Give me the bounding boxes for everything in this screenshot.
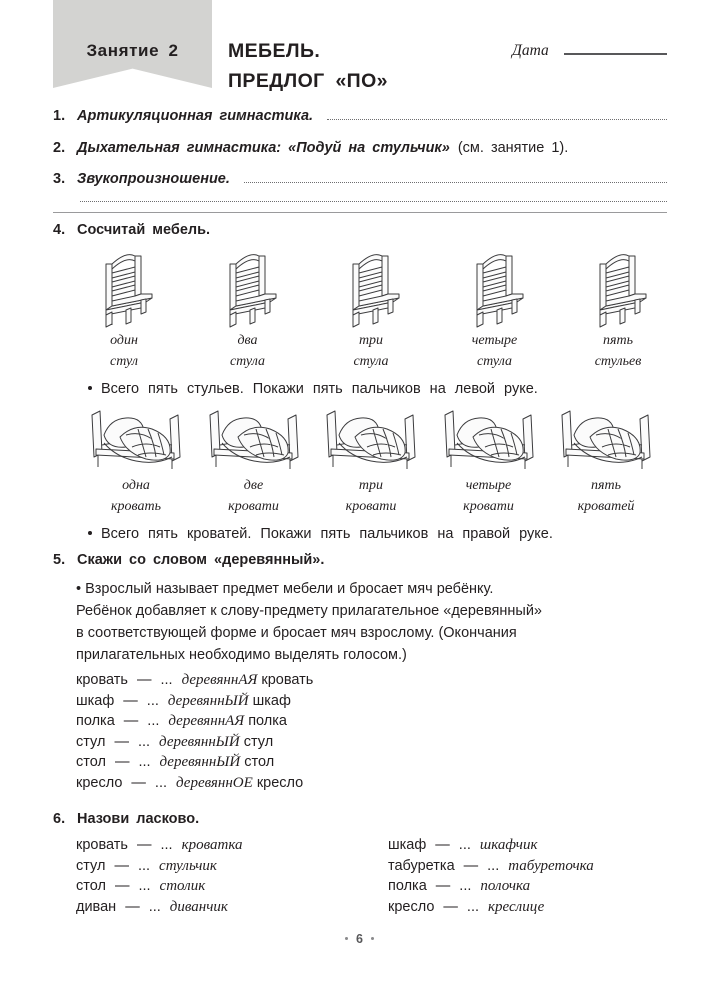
task-5-pair-3-dots: ... [147, 713, 160, 729]
task-3-write-line-2[interactable] [80, 200, 667, 202]
task-6 [53, 811, 667, 827]
bed-caption-1-line1: одна [122, 478, 150, 493]
bed-caption-2-line2: кровати [228, 499, 279, 514]
chair-caption-1-line1: один [110, 333, 138, 348]
chairs-bullet-note [88, 381, 538, 397]
chair-caption-4-line1: четыре [471, 333, 518, 348]
bed-caption-4 [463, 475, 514, 517]
task-5-pair-5-dash: — [114, 754, 130, 770]
task-5-pair-4-answer: деревяннЫЙ [159, 733, 240, 750]
page-header [0, 0, 719, 100]
task-2-number: 2. [53, 140, 66, 156]
task-6-title: Назови ласково. [77, 811, 200, 827]
task-5-pair-4 [76, 732, 406, 753]
task-5-pair-2-dots: ... [146, 692, 159, 709]
task-5 [53, 552, 667, 568]
task-6-right-pair-2 [388, 856, 688, 877]
footer-dot-left-icon [345, 937, 348, 940]
chair-caption-2-line2: стула [229, 354, 266, 369]
bed-caption-3-line1: три [358, 478, 384, 493]
task-2-reference: (см. занятие 1). [457, 140, 569, 156]
task-1 [53, 108, 667, 124]
task-5-pair-3 [76, 711, 406, 732]
bed-caption-3-line2: кровати [345, 499, 397, 514]
task-6-left-pair-1-word: кровать [76, 837, 128, 853]
chair-caption-5 [595, 330, 642, 372]
task-5-pair-1-answer: деревяннАЯ [181, 672, 258, 688]
task-6-left-pair-1-dash: — [136, 837, 152, 853]
bed-icon [321, 405, 421, 475]
task-6-right-pair-1-answer: шкафчик [479, 837, 538, 853]
date-field[interactable] [512, 42, 667, 60]
task-5-pair-6-dash: — [131, 774, 146, 791]
chair-caption-5-line1: пять [603, 333, 633, 348]
task-6-left-pair-4-word: диван [76, 898, 117, 915]
task-6-right-column [388, 835, 688, 917]
bed-icon [86, 405, 186, 475]
task-6-right-pair-1-word: шкаф [388, 837, 427, 853]
task-5-pair-2-noun: шкаф [252, 692, 291, 709]
task-5-instructions-line-1: • Взрослый называет предмет мебели и бросает мяч ребёнку. [76, 581, 494, 597]
task-6-left-pair-1-answer: кроватка [181, 837, 243, 853]
task-4-number: 4. [53, 222, 66, 238]
task-5-pair-1-noun: кровать [261, 672, 314, 688]
task-5-pair-4-word: стул [76, 733, 106, 750]
task-6-right-pair-2-word: табуретка [388, 857, 455, 874]
task-1-write-line[interactable] [327, 118, 667, 120]
task-5-pair-3-answer: деревяннАЯ [168, 713, 245, 729]
task-5-pair-6-noun: кресло [256, 774, 304, 791]
task-5-pair-4-dots: ... [137, 733, 151, 750]
task-5-word-pairs [76, 670, 406, 793]
bed-cell-1 [86, 405, 186, 517]
chair-cell-3 [333, 248, 409, 372]
chair-caption-4-line2: стула [476, 354, 513, 369]
footer-dot-right-icon [371, 937, 374, 940]
task-5-pair-4-noun: стул [243, 733, 274, 750]
task-6-left-pair-2-dash: — [114, 857, 129, 874]
task-5-pair-2-word: шкаф [76, 692, 115, 709]
chair-caption-1 [110, 330, 138, 372]
chair-icon [210, 248, 286, 330]
task-5-instructions-line-3: в соответствующей форме и бросает мяч взрослому. (Окончания [76, 625, 517, 641]
task-6-left-pair-3-dots: ... [138, 878, 151, 894]
chair-icon [86, 248, 162, 330]
task-3-title: Звукопроизношение. [77, 171, 230, 187]
task-6-left-pair-2 [76, 856, 376, 877]
task-6-left-pair-4-answer: диванчик [169, 898, 228, 915]
bed-caption-2-line1: две [243, 478, 264, 493]
task-6-left-pair-4 [76, 897, 376, 918]
task-5-pair-6 [76, 773, 406, 794]
task-5-number: 5. [53, 552, 66, 568]
date-label: Дата [512, 42, 549, 59]
chair-cell-5 [580, 248, 656, 372]
task-6-left-pair-3-word: стол [76, 878, 106, 894]
task-5-pair-6-answer: деревяннОЕ [176, 774, 253, 791]
task-5-pair-1 [76, 670, 406, 691]
beds-bullet-note [88, 526, 553, 542]
task-6-right-pair-1-dots: ... [458, 837, 471, 853]
lesson-banner-label: Занятие 2 [86, 41, 179, 60]
task-6-left-pair-4-dots: ... [148, 898, 161, 915]
task-6-left-pair-2-answer: стульчик [159, 857, 217, 874]
task-5-pair-1-dash: — [136, 672, 152, 688]
task-2 [53, 140, 667, 156]
task-3-write-line-1[interactable] [244, 181, 667, 183]
page-title-line-1: МЕБЕЛЬ. [228, 40, 321, 62]
task-6-right-pair-4 [388, 897, 688, 918]
chair-caption-4 [472, 330, 518, 372]
task-5-pair-2 [76, 691, 406, 712]
bed-caption-5-line2: кроватей [577, 499, 635, 514]
chairs-bullet-text: Всего пять стульев. Покажи пять пальчиков на левой руке. [101, 381, 538, 397]
page-footer [0, 932, 719, 946]
chairs-row [86, 248, 656, 372]
task-5-pair-3-noun: полка [248, 713, 287, 729]
chair-caption-1-line2: стул [110, 354, 138, 369]
task-6-left-pair-1 [76, 835, 376, 856]
task-6-right-pair-4-answer: креслице [488, 898, 545, 915]
task-6-right-pair-2-dash: — [463, 857, 479, 874]
chair-cell-2 [210, 248, 286, 372]
task-6-left-pair-1-dots: ... [160, 837, 173, 853]
bed-caption-4-line2: кровати [463, 499, 514, 514]
task-5-instructions-line-2: Ребёнок добавляет к слову-предмету прилагательное «деревянный» [76, 603, 542, 619]
chair-caption-3-line2: стула [353, 354, 389, 369]
task-6-right-pair-3-dots: ... [459, 878, 472, 894]
task-5-pair-5-answer: деревяннЫЙ [159, 754, 241, 770]
task-5-pair-1-word: кровать [76, 672, 128, 688]
page-title [228, 36, 388, 96]
section-divider [53, 212, 667, 213]
task-5-pair-6-dots: ... [154, 774, 168, 791]
task-6-left-pair-4-dash: — [125, 898, 140, 915]
page-number: 6 [356, 932, 363, 946]
bed-caption-1 [111, 475, 161, 517]
date-write-line[interactable] [564, 53, 667, 55]
task-6-left-pair-2-word: стул [76, 857, 106, 874]
bullet-dot-icon [88, 531, 92, 535]
task-5-instructions [76, 578, 666, 666]
bed-icon [204, 405, 304, 475]
task-5-pair-2-dash: — [123, 692, 138, 709]
task-5-pair-2-answer: деревяннЫЙ [167, 692, 249, 709]
task-4 [53, 222, 667, 238]
task-6-right-pair-1 [388, 835, 688, 856]
task-6-left-column [76, 835, 376, 917]
bed-cell-5 [556, 405, 656, 517]
task-1-title: Артикуляционная гимнастика. [77, 108, 314, 124]
beds-row [86, 405, 656, 517]
chair-cell-1 [86, 248, 162, 372]
task-1-number: 1. [53, 108, 66, 124]
task-4-title: Сосчитай мебель. [77, 222, 211, 238]
chair-caption-2 [230, 330, 265, 372]
task-6-right-pair-2-answer: табуреточка [508, 857, 594, 874]
task-5-pair-5-dots: ... [138, 754, 151, 770]
bed-caption-4-line1: четыре [465, 478, 512, 493]
task-5-pair-3-word: полка [76, 713, 115, 729]
chair-caption-5-line2: стульев [594, 354, 642, 369]
task-6-right-pair-4-word: кресло [388, 898, 435, 915]
chair-cell-4 [457, 248, 533, 372]
task-5-pair-5-word: стол [76, 754, 106, 770]
bed-caption-5-line1: пять [590, 478, 621, 493]
task-6-right-pair-3-word: полка [388, 878, 427, 894]
chair-caption-3-line1: три [358, 333, 384, 348]
task-5-pair-5 [76, 752, 406, 773]
bed-icon [556, 405, 656, 475]
task-6-right-pair-2-dots: ... [487, 857, 500, 874]
task-3 [53, 171, 667, 187]
task-3-number: 3. [53, 171, 66, 187]
task-6-left-pair-3 [76, 876, 376, 897]
task-6-right-pair-3-dash: — [435, 878, 451, 894]
chair-icon [333, 248, 409, 330]
bed-icon [439, 405, 539, 475]
bed-cell-4 [439, 405, 539, 517]
chair-caption-2-line1: два [237, 333, 258, 348]
beds-bullet-text: Всего пять кроватей. Покажи пять пальчиков на правой руке. [101, 526, 553, 542]
task-5-pair-5-noun: стол [244, 754, 275, 770]
bed-caption-1-line2: кровать [110, 499, 161, 514]
bed-cell-2 [204, 405, 304, 517]
chair-caption-3 [353, 330, 388, 372]
page-title-line-2: ПРЕДЛОГ «ПО» [228, 70, 388, 92]
bed-caption-3 [346, 475, 397, 517]
task-6-right-pair-1-dash: — [435, 837, 450, 853]
task-5-pair-1-dots: ... [160, 672, 173, 688]
bed-caption-5 [578, 475, 635, 517]
task-6-left-pair-2-dots: ... [137, 857, 151, 874]
chair-icon [457, 248, 533, 330]
chair-icon [580, 248, 656, 330]
task-6-right-pair-4-dash: — [443, 898, 458, 915]
task-6-left-pair-3-answer: столик [159, 878, 206, 894]
task-2-title: Дыхательная гимнастика: «Подуй на стульчик» [77, 140, 450, 156]
task-6-right-pair-4-dots: ... [466, 898, 480, 915]
task-5-pair-4-dash: — [114, 733, 129, 750]
bullet-dot-icon [88, 386, 92, 390]
task-5-title: Скажи со словом «деревянный». [77, 552, 325, 568]
task-6-number: 6. [53, 811, 66, 827]
task-6-left-pair-3-dash: — [114, 878, 130, 894]
task-6-right-pair-3 [388, 876, 688, 897]
bed-cell-3 [321, 405, 421, 517]
bed-caption-2 [228, 475, 279, 517]
task-5-pair-6-word: кресло [76, 774, 123, 791]
task-6-right-pair-3-answer: полочка [480, 878, 531, 894]
task-5-instructions-line-4: прилагательных необходимо выделять голосом.) [76, 647, 407, 663]
task-5-pair-3-dash: — [123, 713, 139, 729]
